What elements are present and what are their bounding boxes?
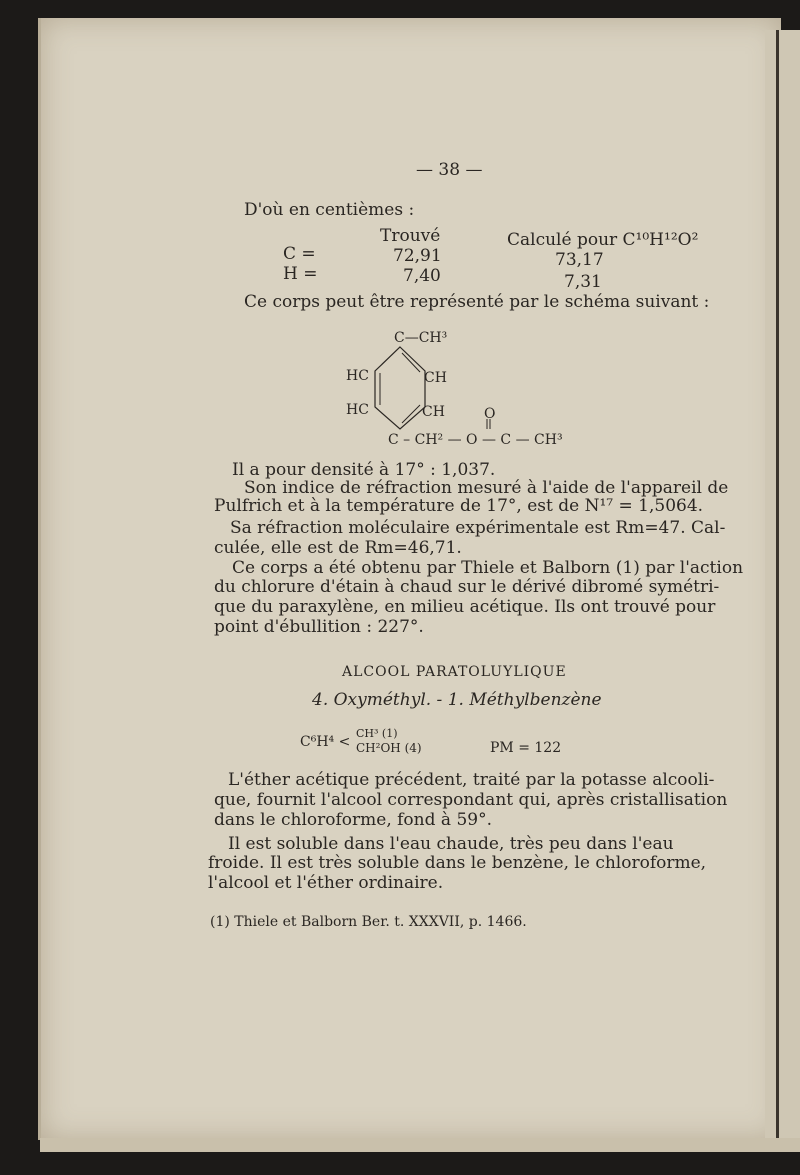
ring-outline	[375, 347, 425, 429]
next-page-edge	[765, 30, 800, 1140]
page-number: — 38 —	[416, 160, 483, 180]
table-header-found: Trouvé	[380, 226, 441, 246]
ring-bond	[402, 353, 420, 372]
formula2-top: CH³ (1)	[356, 727, 398, 740]
paragraph-line: dans le chloroforme, fond à 59°.	[214, 810, 492, 830]
footnote: (1) Thiele et Balborn Ber. t. XXXVII, p. 1466.	[210, 914, 527, 930]
formula2-bottom: CH²OH (4)	[356, 741, 422, 755]
paragraph-line: Il est soluble dans l'eau chaude, très peu dans l'eau	[228, 834, 674, 854]
section-title: ALCOOL PARATOLUYLIQUE	[342, 664, 567, 680]
paragraph-line: froide. Il est très soluble dans le benzène, le chloroforme,	[208, 853, 707, 873]
paragraph-line: Pulfrich et à la température de 17°, est de N¹⁷ = 1,5064.	[214, 496, 704, 516]
table-row-el: H =	[283, 264, 318, 284]
paragraph-line: Il a pour densité à 17° : 1,037.	[232, 460, 496, 480]
schema-intro: Ce corps peut être représenté par le schéma suivant :	[244, 292, 710, 312]
table-row-el: C =	[283, 244, 316, 264]
paragraph-line: Ce corps a été obtenu par Thiele et Balborn (1) par l'action	[232, 558, 744, 578]
paragraph-line: L'éther acétique précédent, traité par la potasse alcooli-	[228, 770, 715, 790]
paragraph-line: point d'ébullition : 227°.	[214, 617, 424, 637]
formula-bottom: C – CH² — O — C — CH³	[388, 432, 563, 448]
paragraph-line: Sa réfraction moléculaire expérimentale est Rm=47. Cal-	[230, 518, 726, 538]
section-subtitle: 4. Oxyméthyl. - 1. Méthylbenzène	[312, 690, 602, 710]
table-row-calc: 73,17	[555, 250, 604, 270]
table-row-found: 72,91	[393, 246, 442, 266]
paragraph-line: que du paraxylène, en milieu acétique. Ils ont trouvé pour	[214, 597, 716, 617]
formula-hc: HC	[346, 402, 369, 418]
intro-line: D'où en centièmes :	[244, 200, 415, 220]
paragraph-line: culée, elle est de Rm=46,71.	[214, 538, 462, 558]
formula2-left: C⁶H⁴ <	[300, 734, 351, 750]
formula-hc: HC	[346, 368, 369, 384]
page-gutter	[776, 30, 779, 1140]
formula-ch: CH	[424, 370, 447, 386]
formula2-pm: PM = 122	[490, 740, 562, 756]
formula-top: C—CH³	[394, 330, 448, 346]
formula-ch: CH	[422, 404, 445, 420]
paragraph-line: l'alcool et l'éther ordinaire.	[208, 873, 444, 893]
paragraph-line: du chlorure d'étain à chaud sur le dérivé dibromé symétri-	[214, 577, 720, 597]
table-row-found: 7,40	[403, 266, 441, 286]
paragraph-line: Son indice de réfraction mesuré à l'aide de l'appareil de	[244, 478, 729, 498]
paragraph-line: que, fournit l'alcool correspondant qui, après cristallisation	[214, 790, 728, 810]
page-bottom-edge	[40, 1138, 800, 1152]
formula-oxygen: O	[484, 406, 496, 422]
table-row-calc: 7,31	[564, 272, 602, 292]
table-header-calc: Calculé pour C¹⁰H¹²O²	[507, 230, 699, 250]
